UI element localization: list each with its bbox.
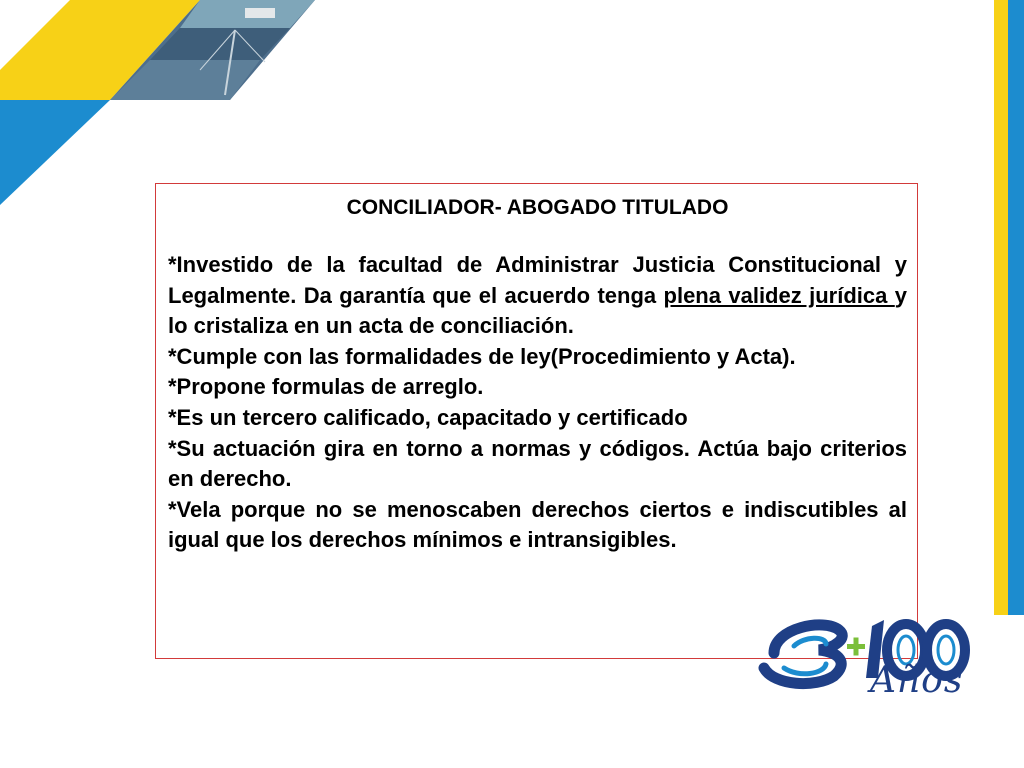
paragraph-investido	[168, 250, 907, 342]
box-body	[168, 250, 907, 556]
paragraph-propone: *Propone formulas de arreglo.	[168, 374, 484, 400]
paragraph-vela: *Vela porque no se menoscaben derechos ciertos e indiscutibles al igual que los derechos mínimos e intransigibles.	[168, 496, 907, 553]
paragraph-actuacion: *Su actuación gira en torno a normas y códigos. Actúa bajo criterios en derecho.	[168, 435, 907, 492]
logo-anos-text: Años	[870, 660, 964, 701]
corner-decoration-right	[994, 0, 1024, 615]
box-title: CONCILIADOR- ABOGADO TITULADO	[346, 196, 729, 219]
underlined-text: plena validez jurídica	[663, 282, 895, 308]
paragraph-text: y lo cristaliza en un acta de conciliación.	[168, 282, 908, 339]
paragraph-text: *Investido de la facultad de Administrar Justicia Constitucional y Legalmente. Da garantía que el acuerdo tenga	[168, 252, 907, 308]
corner-decoration-top-left	[0, 0, 320, 210]
paragraph-tercero: *Es un tercero calificado, capacitado y certificado	[168, 404, 688, 430]
content-box	[155, 183, 918, 659]
paragraph-cumple: *Cumple con las formalidades de ley(Procedimiento y Acta).	[168, 343, 796, 369]
